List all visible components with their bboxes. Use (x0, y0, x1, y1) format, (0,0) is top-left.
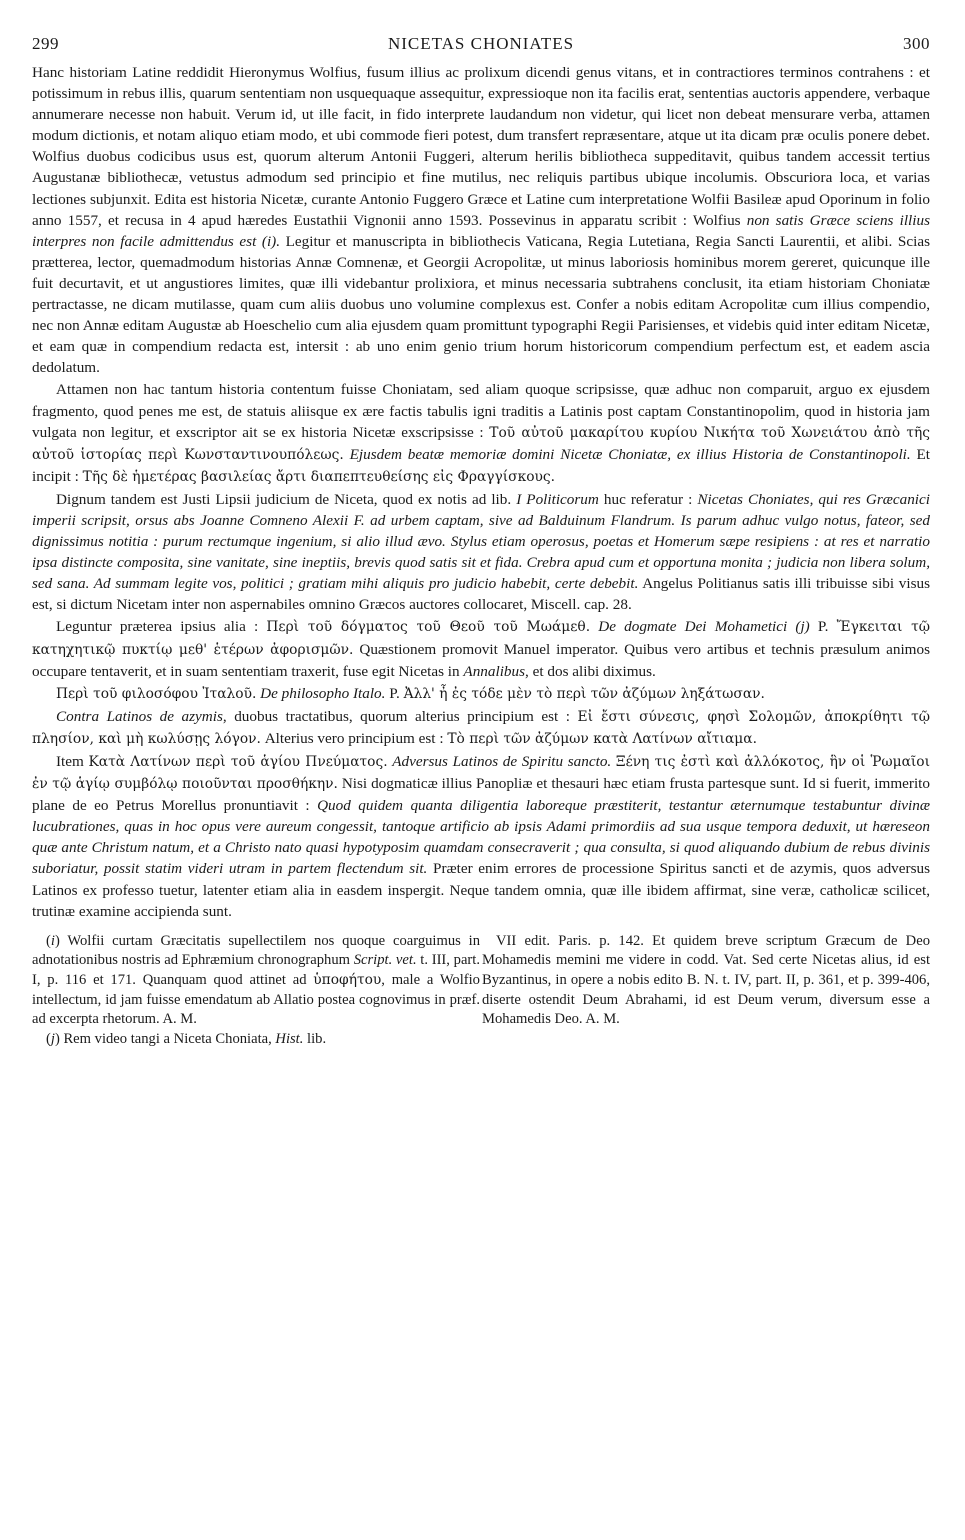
greek-text: Ξένη τις ἐστὶ καὶ ἀλλόκοτος, ἣν οἱ Ῥωμαῖοι ἐν τῷ ἁγίῳ συμβόλῳ ποιοῦνται προσθήκην. (32, 754, 931, 793)
text-run: ) Rem video tangi a Niceta Choniata, (54, 1030, 276, 1047)
greek-text: Περὶ τοῦ φιλοσόφου Ἰταλοῦ. (56, 685, 257, 702)
paragraph (32, 706, 930, 750)
italic-text: j (50, 1030, 55, 1047)
text-run: , duobus tractatibus, quorum alterius principium est : (222, 707, 578, 725)
italic-text: non satis Græce sciens illius interpres non facile admittendus est (i). (32, 211, 930, 250)
text-run: lib. (303, 1030, 327, 1047)
text-run: Attamen non hac tantum historia contentum fuisse Choniatam, sed aliam quoque scripsisse, quæ adhuc non comparuit, arguo ex ejusdem fragmento, quod penes me est, de statuis aliisque ex ære factis tabulis igni traditis a Latinis post captam Constantinopolim, quod in historia jam vulgata non legitur, et exscriptor ait se ex historia Nicetæ exscripsisse : (32, 381, 930, 441)
italic-text: Ejusdem beatæ memoriæ domini Nicetæ Choniatæ, ex illius Historia de Constantinopoli. (349, 445, 911, 463)
text-run: ) Wolfii curtam Græcitatis supellectilem nos quoque coarguimus in adnotationibus nostris ad Ephræmium chronographum (32, 932, 480, 969)
italic-text: i (50, 932, 55, 949)
paragraph (32, 683, 930, 705)
italic-text: Contra Latinos de azymis (56, 707, 223, 725)
right-page-number: 300 (903, 34, 930, 53)
running-header (32, 34, 930, 54)
footnotes (32, 932, 930, 1050)
text-run: Nisi dogmaticæ illius Panopliæ et thesauri hæc etiam frusta partesque sunt. Id si fuerit, immerito plane de eo Petrus Morellus pronuntiavit : (32, 775, 930, 815)
footnote (32, 932, 480, 1030)
italic-text: Hist. (275, 1030, 304, 1047)
paragraph (32, 616, 930, 681)
italic-text: De dogmate Dei Mohametici (j) (598, 618, 810, 636)
footnote (482, 932, 930, 1030)
text-run: Dignum tandem est Justi Lipsii judicium de Niceta, quod ex notis ad lib. (56, 490, 517, 508)
italic-text: I Politicorum (516, 490, 599, 508)
paragraph (32, 62, 930, 378)
text-run: huc referatur : (598, 490, 698, 508)
paragraph (32, 751, 930, 922)
greek-text: Τοῦ αὐτοῦ μακαρίτου κυρίου Νικήτα τοῦ Χωνειάτου ἀπὸ τῆς αὐτοῦ ἱστορίας περὶ Κωνσταντινουπόλεως. (32, 424, 931, 463)
greek-text: ὑποφήτου (313, 971, 382, 988)
text-run: VII edit. Paris. p. 142. Et quidem breve scriptum Græcum de Deo Mohamedis memini me videre in codd. Vat. Sed certe Nicetas alius, id est Byzantinus, in opere a nobis edito B. N. t. IV, part. II, p. 361, et p. 399-406, diserte ostendit Deum Abrahami, id est Deum verum, diversum esse a Mohamedis Deo. A. M. (482, 932, 930, 1028)
greek-text: Κατὰ Λατίνων περὶ τοῦ ἁγίου Πνεύματος. (88, 754, 388, 770)
greek-text: Τῆς δὲ ἡμετέρας βασιλείας ἄρτι διαπεπτευθείσης εἰς Φραγγίσκους. (82, 468, 556, 485)
greek-text: Τὸ περὶ τῶν ἀζύμων κατὰ Λατίνων αἴτιαμα. (447, 730, 757, 747)
text-run: Præter enim errores de processione Spiritus sancti et de azymis, quos adversus Latinos ex professo tuetur, latenter etiam alia in easdem inspergit. Neque tandem omnia, quæ ille ibidem affirmat, sine veræ, catholicæ scilicet, trutinæ examine accipienda sunt. (32, 860, 930, 920)
text-run: , et dos alibi diximus. (525, 662, 656, 680)
greek-text: Εἰ ἔστι σύνεσις, φησὶ Σολομῶν, ἀποκρίθητι τῷ πλησίον, καὶ μὴ κωλύσῃς λόγον. (32, 708, 930, 747)
text-run: Angelus Politianus satis illi tribuisse sibi visus est, si dictum Nicetam inter non aspernabiles omnino Græcos auctores collocaret, Miscell. cap. 28. (32, 575, 931, 614)
left-page-number: 299 (32, 34, 59, 53)
text-run: , male a Wolfio intellectum, id jam fuisse emendatum ab Allatio postea cognovimus in præf. ad excerpta rhetorum. A. M. (32, 971, 480, 1028)
italic-text: Adversus Latinos de Spiritu sancto. (392, 753, 612, 770)
greek-text: Ἀλλ' ἦ ἐς τόδε μὲν τὸ περὶ τῶν ἀζύμων ληξάτωσαν. (403, 685, 765, 702)
footnote (32, 1030, 480, 1050)
italic-text: De philosopho Italo. (260, 684, 386, 702)
book-page (32, 34, 930, 1049)
greek-text: Περὶ τοῦ δόγματος τοῦ Θεοῦ τοῦ Μωάμεθ. (266, 619, 591, 636)
text-run: ( (46, 1030, 51, 1047)
text-run: Alterius vero principium est : (260, 729, 448, 747)
paragraph (32, 489, 930, 616)
footnotes-left-column (32, 932, 480, 1050)
footnotes-right-column (482, 932, 930, 1050)
main-text (32, 62, 930, 922)
text-run: Et incipit : (32, 445, 931, 485)
text-run: Hanc historiam Latine reddidit Hieronymus Wolfius, fusum illius ac prolixum dicendi genus vitans, et in contractiores terminos contrahens : et potissimum in rebus illis, quarum sententiam non usquequaque assequitur, expressioque non ita facilis erat, sententias auctoris appendere, verbaque annumerare necesse non habuit. Verum id, ut ille facit, in fido interprete laudandum non videtur, qui licet non debeat mensurare verba, attamen modum dictionis, et notam aliquo etiam modo, et ubi commode fieri potest, dum transfert repræsentare, atque ut ita dicam præ oculis ponere debet. Wolfius duobus codicibus usus est, quorum alterum Antonii Fuggeri, alterum herilis bibliotheca suppeditavit, quibus tandem accessit tertius Augustanæ bibliothecæ, vetustus admodum sed principio et fine mutilus, nec reliquis partibus ubique incolumis. Obscuriora loca, et varias lectiones subjunxit. Edita est historia Nicetæ, curante Antonio Fuggero Græce et Latine cum interpretatione Wolfii Basileæ apud Oporinum in folio anno 1557, et recusa in 4 apud hæredes Eustathii Vignonii anno 1593. Possevinus in apparatu scribit : Wolfius (32, 64, 930, 229)
text-run: Leguntur præterea ipsius alia : (56, 618, 267, 636)
text-run: P. (809, 618, 837, 636)
paragraph (32, 379, 930, 487)
italic-text: Quod quidem quanta diligentia laboreque præstiterit, testantur æternumque testabuntur divinæ lucubrationes, quas in hoc opus vere aureum congessit, tantoque artificio ab ipsis Adami primordiis ad sua usque tempora deduxit, ut hæreseon quæ ante Christum natum, et a Christo nato quasi hypotyposim quamdam consecraverit ; qua consulta, si quod aliquando dubium de rebus divinis suboriatur, possit statim videri utram in partem flectendum sit. (32, 797, 930, 878)
italic-text: Annalibus (463, 662, 526, 680)
running-title: NICETAS CHONIATES (387, 34, 575, 53)
text-run: ( (46, 932, 51, 949)
text-run: Item (56, 753, 89, 770)
italic-text: Script. vet. (353, 952, 417, 969)
text-run: t. III, part. I, p. 116 et 171. Quanquam quod attinet ad (32, 952, 480, 988)
text-run: Quæstionem promovit Manuel imperator. Quibus vero artibus et technis præsulum animos occupare tentaverit, et in suam sententiam traxerit, fuse egit Nicetas in (32, 640, 930, 680)
text-run: P. (385, 684, 404, 702)
italic-text: Nicetas Choniates, qui res Græcanici imperii scripsit, orsus abs Joanne Comneno Alexii F. ad urbem captam, sive ad Balduinum Flandrum. Is parum adhuc vulgo notus, fateor, sed dignissimus notitia : purum rectumque ingenium, si alio illud ævo. Stylus etiam operosus, poetas et Homerum sæpe resipiens : at res et narratio ipsa distincte composita, sine vanitate, sine ineptiis, brevis quod satis sit et fida. Crebra apud cum et opportuna monita ; judicia non libera solum, sed sana. Ad summam legite vos, politici ; gratiam mihi aliquis pro judicio habebit, certe debebit. (32, 490, 930, 593)
text-run: Legitur et manuscripta in bibliothecis Vaticana, Regia Lutetiana, Regia Sancti Laurentii, et alibi. Scias prætterea, lector, quemadmodum historias Annæ Comnenæ, et Georgii Acropolitæ, ut minus laboriosis hominibus morem gereret, quicunque ille fuit decurtavit, et ut angustiores limites, quæ illi videbantur prolixiora, et minus necessaria subtrahens conclusit, ita etiam historiam Choniatæ pertractasse, ne dicam mutilasse, quam cum aliis duobus uno volumine complexus est. Confer a nobis editam Acropolitæ cum illius compendio, nec non Annæ editam Augustæ ab Hoeschelio cum alia ejusdem quam promittunt typographi Regii Parisienses, et videbis quid inter editam Nicetæ, et eam quæ in compendium redacta est, intersit : ab uno enim genio trium horum historicorum compendium perfectum est, et eadem ascia dedolatum. (32, 232, 930, 377)
greek-text: Ἔγκειται τῷ κατηχητικῷ πυκτίῳ μεθ' ἑτέρων ἀφορισμῶν. (32, 619, 930, 658)
